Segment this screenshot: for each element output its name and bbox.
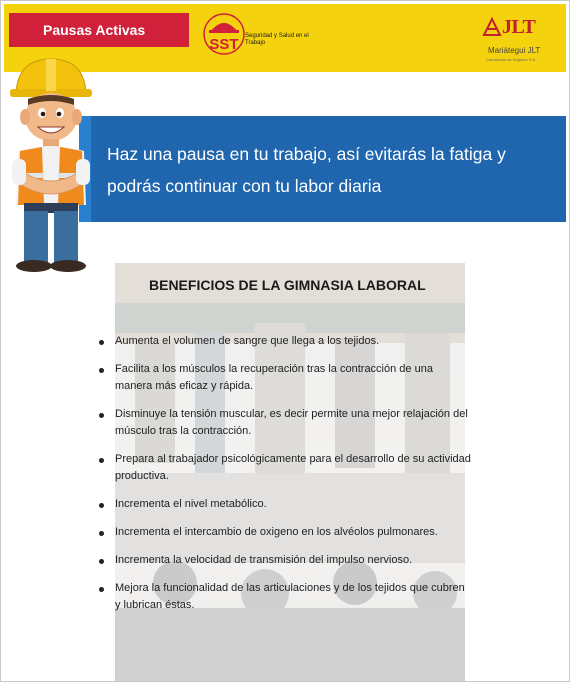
jlt-tagline: Corredores de Seguros S.A. xyxy=(486,57,537,62)
bullet-icon xyxy=(99,340,104,345)
bullet-icon xyxy=(99,559,104,564)
bullet-icon xyxy=(99,531,104,536)
sst-subtitle: Seguridad y Salud en el Trabajo xyxy=(245,33,309,46)
message-banner xyxy=(79,116,566,222)
sst-acronym: SST xyxy=(209,36,239,53)
jlt-name: Mariátegui JLT xyxy=(488,46,541,55)
jlt-emblem-icon xyxy=(482,17,502,37)
benefit-item xyxy=(99,524,471,541)
benefit-item xyxy=(99,406,471,440)
benefits-list xyxy=(99,333,471,625)
bullet-icon xyxy=(99,458,104,463)
bullet-icon xyxy=(99,368,104,373)
benefit-text: Aumenta el volumen de sangre que llega a los tejidos. xyxy=(115,335,380,347)
worker-mascot-illustration xyxy=(6,55,96,273)
benefit-text: Disminuye la tensión muscular, es decir permite una mejor relajación del músculo tras la contracción. xyxy=(115,408,468,437)
jlt-logo xyxy=(482,14,564,64)
benefit-text: Incrementa el nivel metabólico. xyxy=(115,498,267,510)
benefit-text: Facilita a los músculos la recuperación tras la contracción de una manera más eficaz y rápida. xyxy=(115,363,433,392)
bullet-icon xyxy=(99,503,104,508)
benefit-item xyxy=(99,552,471,569)
hard-hat-icon xyxy=(203,13,245,55)
bullet-icon xyxy=(99,413,104,418)
benefits-title: BENEFICIOS DE LA GIMNASIA LABORAL xyxy=(149,277,426,293)
benefit-item xyxy=(99,496,471,513)
benefit-item xyxy=(99,580,471,614)
sst-logo xyxy=(203,13,323,57)
benefit-item xyxy=(99,451,471,485)
banner-message: Haz una pausa en tu trabajo, así evitarás la fatiga y podrás continuar con tu labor diaria xyxy=(107,144,506,196)
benefit-text: Prepara al trabajador psicológicamente para el desarrollo de su actividad productiva. xyxy=(115,453,471,482)
benefit-text: Incrementa la velocidad de transmisión del impulso nervioso. xyxy=(115,554,413,566)
benefit-text: Mejora la funcionalidad de las articulaciones y de los tejidos que cubren y lubrican éstas. xyxy=(115,582,465,611)
benefit-text: Incrementa el intercambio de oxigeno en los alvéolos pulmonares. xyxy=(115,526,438,538)
jlt-brand: JLT xyxy=(502,16,536,38)
pausas-activas-tag: Pausas Activas xyxy=(9,13,189,47)
bullet-icon xyxy=(99,587,104,592)
benefit-item xyxy=(99,333,471,350)
benefit-item xyxy=(99,361,471,395)
